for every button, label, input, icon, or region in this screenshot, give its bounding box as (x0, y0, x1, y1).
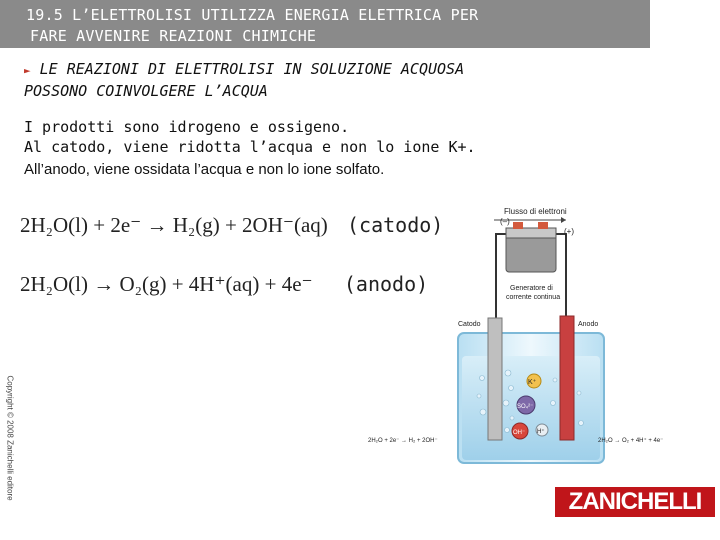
plus-terminal-label: (+) (564, 227, 574, 236)
half-reaction-right: 2H₂O → O₂ + 4H⁺ + 4e⁻ (598, 438, 664, 444)
title-bar (0, 0, 650, 48)
ion-so4 (517, 396, 535, 414)
ion-oh-label: OH⁻ (513, 430, 526, 436)
subheading (24, 59, 664, 102)
body-line-2: Al catodo, viene ridotta l’acqua e non lo ione K+. (24, 138, 476, 156)
ion-h (536, 424, 548, 436)
generator-label-2: corrente continua (506, 294, 561, 301)
cathode-equation-label: (catodo) (347, 213, 444, 237)
ion-h-label: H⁺ (537, 429, 545, 435)
cathode-electrode (488, 318, 502, 440)
electrolysis-cell-diagram (366, 198, 720, 466)
anode-equation-text: 2H₂O(l) → O₂(g) + 4H⁺(aq) + 4e⁻ (20, 272, 313, 296)
generator-label-1: Generatore di (510, 285, 553, 292)
ion-so4-label: SO₄²⁻ (517, 404, 534, 410)
copyright-text: Copyright © 2008 Zanichelli editore (5, 375, 15, 501)
ion-k-label: K⁺ (528, 379, 537, 386)
ion-oh (512, 423, 528, 439)
ion-k (527, 374, 541, 388)
subheading-line-1: LE REAZIONI DI ELETTROLISI IN SOLUZIONE ACQUOSA (39, 60, 465, 78)
subheading-line-2: POSSONO COINVOLGERE L’ACQUA (24, 82, 268, 100)
half-reaction-left: 2H₂O + 2e⁻ → H₂ + 2OH⁻ (368, 438, 438, 444)
slide-title-line-2: FARE AVVENIRE REAZIONI CHIMICHE (30, 27, 317, 45)
body-line-3: All’anodo, viene ossidata l’acqua e non lo ione solfato. (24, 161, 385, 178)
body-text (24, 117, 476, 157)
body-line-1: I prodotti sono idrogeno e ossigeno. (24, 118, 350, 136)
bullet-arrow-icon: ► (24, 64, 31, 77)
copyright-notice (0, 375, 15, 501)
slide-title-line-1: 19.5 L’ELETTROLISI UTILIZZA ENERGIA ELETTRICA PER (26, 6, 479, 24)
minus-terminal-label: (–) (500, 217, 510, 226)
cathode-label: Catodo (458, 321, 481, 328)
anode-label: Anodo (578, 321, 599, 328)
electron-flow-label: Flusso di elettroni (504, 207, 567, 216)
anode-electrode (560, 316, 574, 440)
zanichelli-logo: ZANICHELLI (555, 487, 715, 517)
anode-equation-label: (anodo) (343, 272, 429, 296)
cathode-equation-text: 2H₂O(l) + 2e⁻ → H₂(g) + 2OH⁻(aq) (20, 213, 328, 237)
